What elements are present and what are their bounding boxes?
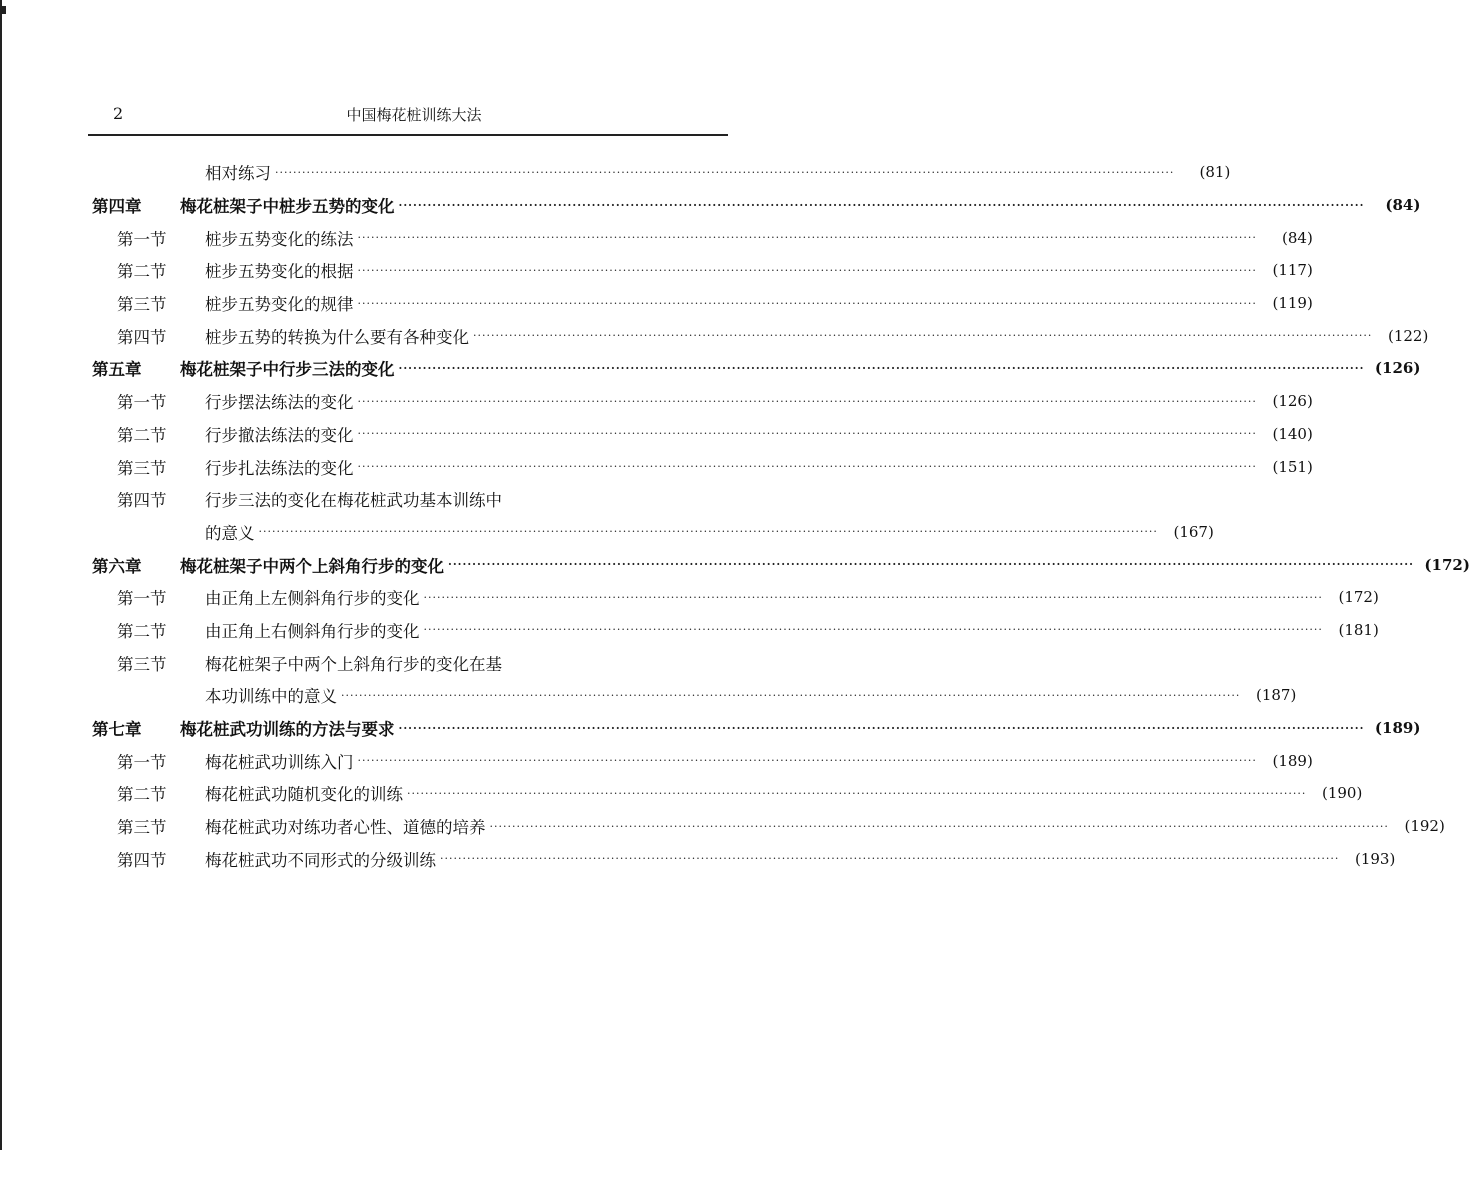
- toc-entry-body: [205, 258, 1313, 282]
- toc-title: 梅花桩武功训练入门: [205, 752, 354, 772]
- toc-title: 的意义: [205, 523, 255, 543]
- toc-label: 第三节: [117, 818, 167, 838]
- toc-page-number: (190): [1321, 784, 1363, 803]
- dot-leader: ········································································································································································································: [398, 198, 1365, 212]
- toc-section-row[interactable]: [0, 221, 1313, 254]
- toc-title: 梅花桩架子中桩步五势的变化: [180, 197, 395, 217]
- toc-label: 第四节: [117, 491, 167, 511]
- toc-page-number: (193): [1354, 849, 1396, 868]
- toc-section-row[interactable]: [0, 483, 833, 516]
- toc-entry-body: [180, 716, 1421, 740]
- toc-entry-body: [205, 781, 1363, 805]
- page-number: 2: [113, 104, 124, 123]
- toc-page-number: (172): [1338, 588, 1379, 607]
- toc-title: 行步三法的变化在梅花桩武功基本训练中: [205, 491, 502, 511]
- toc-title: 本功训练中的意义: [205, 687, 337, 707]
- toc-label: 第二节: [117, 262, 167, 282]
- toc-title: 梅花桩架子中行步三法的变化: [180, 360, 395, 380]
- toc-title: 梅花桩武功不同形式的分级训练: [205, 850, 436, 870]
- toc-page-number: (192): [1404, 817, 1445, 836]
- toc-title: 梅花桩架子中两个上斜角行步的变化在基: [205, 654, 502, 674]
- toc-page-number: (126): [1272, 392, 1313, 411]
- toc-section-row[interactable]: [0, 777, 1363, 810]
- toc-entry-body: [180, 553, 1470, 577]
- toc-entry-body: [205, 847, 1396, 871]
- toc-entry-body: [205, 422, 1313, 446]
- toc-label: 第五章: [92, 360, 142, 380]
- toc-section-row[interactable]: [0, 254, 1313, 287]
- toc-page-number: (181): [1338, 620, 1379, 639]
- dot-leader: ········································································································································································································: [473, 329, 1373, 343]
- dot-leader: ········································································································································································································: [357, 263, 1257, 277]
- running-header-title: [0, 104, 833, 125]
- toc-chapter-row[interactable]: [0, 352, 1421, 385]
- toc-page-number: (140): [1272, 424, 1313, 443]
- toc-section-row[interactable]: [0, 744, 1313, 777]
- toc-page-number: (122): [1387, 326, 1429, 345]
- toc-label: 第三节: [117, 458, 167, 478]
- toc-section-row[interactable]: [0, 516, 1214, 549]
- toc-section-row[interactable]: [0, 679, 1297, 712]
- dot-leader: ········································································································································································································: [357, 754, 1257, 768]
- dot-leader: ········································································································································································································: [423, 590, 1323, 604]
- toc-section-row[interactable]: [0, 614, 1379, 647]
- toc-section-row[interactable]: [0, 287, 1313, 320]
- toc-entry-body: [205, 455, 1313, 479]
- toc-page-number: (151): [1272, 457, 1313, 476]
- toc-label: 第二节: [117, 785, 167, 805]
- toc-label: 第一节: [117, 589, 167, 609]
- dot-leader: ········································································································································································································: [357, 394, 1257, 408]
- toc-label: 第一节: [117, 393, 167, 413]
- toc-entry-body: [205, 651, 728, 675]
- toc-section-row[interactable]: [0, 581, 1379, 614]
- toc-entry-body: [205, 814, 1445, 838]
- dot-leader: ········································································································································································································: [275, 165, 1175, 179]
- toc-section-row[interactable]: [0, 319, 1429, 352]
- toc-title: 由正角上右侧斜角行步的变化: [205, 621, 420, 641]
- toc-page-number: (84): [1282, 228, 1313, 247]
- toc-section-row[interactable]: [0, 418, 1313, 451]
- toc-entry-body: [205, 585, 1379, 609]
- toc-page-number: (117): [1272, 261, 1313, 280]
- toc-page-number: (126): [1374, 359, 1421, 378]
- toc-title: 桩步五势的转换为什么要有各种变化: [205, 327, 469, 347]
- toc-title: 桩步五势变化的练法: [205, 229, 354, 249]
- toc-label: 第二节: [117, 621, 167, 641]
- table-of-contents: [0, 156, 1470, 875]
- toc-title: 梅花桩武功训练的方法与要求: [180, 720, 395, 740]
- toc-page-number: (189): [1272, 751, 1313, 770]
- dot-leader: ········································································································································································································: [398, 361, 1365, 375]
- toc-section-row[interactable]: [0, 646, 833, 679]
- toc-title: 行步摆法练法的变化: [205, 393, 354, 413]
- toc-section-row[interactable]: [0, 842, 1396, 875]
- toc-title: 梅花桩武功对练功者心性、道德的培养: [205, 818, 486, 838]
- dot-leader: ········································································································································································································: [398, 721, 1365, 735]
- scan-mark: [0, 6, 6, 14]
- toc-section-row[interactable]: [0, 450, 1313, 483]
- toc-label: 第三节: [117, 295, 167, 315]
- toc-title: 由正角上左侧斜角行步的变化: [205, 589, 420, 609]
- toc-entry-body: [205, 749, 1313, 773]
- dot-leader: ········································································································································································································: [440, 852, 1340, 866]
- toc-label: 第一节: [117, 229, 167, 249]
- toc-section-row[interactable]: [0, 385, 1313, 418]
- toc-label: 第七章: [92, 720, 142, 740]
- toc-title: 行步撤法练法的变化: [205, 425, 354, 445]
- toc-entry-body: [180, 356, 1421, 380]
- toc-entry-body: [205, 520, 1214, 544]
- toc-page-number: (189): [1374, 719, 1421, 738]
- dot-leader: ········································································································································································································: [448, 558, 1414, 572]
- toc-chapter-row[interactable]: [0, 189, 1421, 222]
- toc-title: 桩步五势变化的根据: [205, 262, 354, 282]
- dot-leader: ········································································································································································································: [258, 525, 1158, 539]
- toc-chapter-row[interactable]: [0, 548, 1470, 581]
- dot-leader: ········································································································································································································: [341, 688, 1241, 702]
- dot-leader: ········································································································································································································: [489, 819, 1389, 833]
- toc-entry-body: [205, 160, 1231, 184]
- dot-leader: ········································································································································································································: [357, 460, 1257, 474]
- toc-entry-body: [205, 683, 1297, 707]
- dot-leader: ········································································································································································································: [423, 623, 1323, 637]
- toc-label: 第四章: [92, 197, 142, 217]
- dot-leader: ········································································································································································································: [357, 296, 1257, 310]
- toc-section-row[interactable]: [0, 156, 1231, 189]
- toc-label: 第四节: [117, 327, 167, 347]
- toc-entry-body: [205, 226, 1313, 250]
- toc-page-number: (81): [1199, 163, 1231, 182]
- toc-chapter-row[interactable]: [0, 712, 1421, 745]
- header-rule: [88, 134, 728, 136]
- toc-label: 第二节: [117, 425, 167, 445]
- toc-entry-body: [205, 487, 728, 511]
- toc-page-number: (172): [1424, 555, 1470, 574]
- toc-page-number: (84): [1385, 196, 1421, 215]
- toc-label: 第四节: [117, 850, 167, 870]
- toc-entry-body: [180, 193, 1421, 217]
- toc-entry-body: [205, 389, 1313, 413]
- toc-entry-body: [205, 618, 1379, 642]
- toc-title: 梅花桩架子中两个上斜角行步的变化: [180, 556, 444, 576]
- toc-section-row[interactable]: [0, 810, 1445, 843]
- dot-leader: ········································································································································································································: [357, 427, 1257, 441]
- toc-label: 第六章: [92, 556, 142, 576]
- toc-page-number: (119): [1272, 294, 1313, 313]
- toc-entry-body: [205, 291, 1313, 315]
- toc-title: 桩步五势变化的规律: [205, 295, 354, 315]
- toc-title: 梅花桩武功随机变化的训练: [205, 785, 403, 805]
- book-title: 中国梅花桩训练大法: [346, 106, 482, 124]
- toc-page-number: (167): [1173, 522, 1214, 541]
- toc-page-number: (187): [1255, 686, 1297, 705]
- toc-label: 第三节: [117, 654, 167, 674]
- toc-entry-body: [205, 324, 1429, 348]
- toc-label: 第一节: [117, 752, 167, 772]
- toc-title: 相对练习: [205, 164, 271, 184]
- dot-leader: ········································································································································································································: [407, 786, 1307, 800]
- toc-title: 行步扎法练法的变化: [205, 458, 354, 478]
- dot-leader: ········································································································································································································: [357, 231, 1257, 245]
